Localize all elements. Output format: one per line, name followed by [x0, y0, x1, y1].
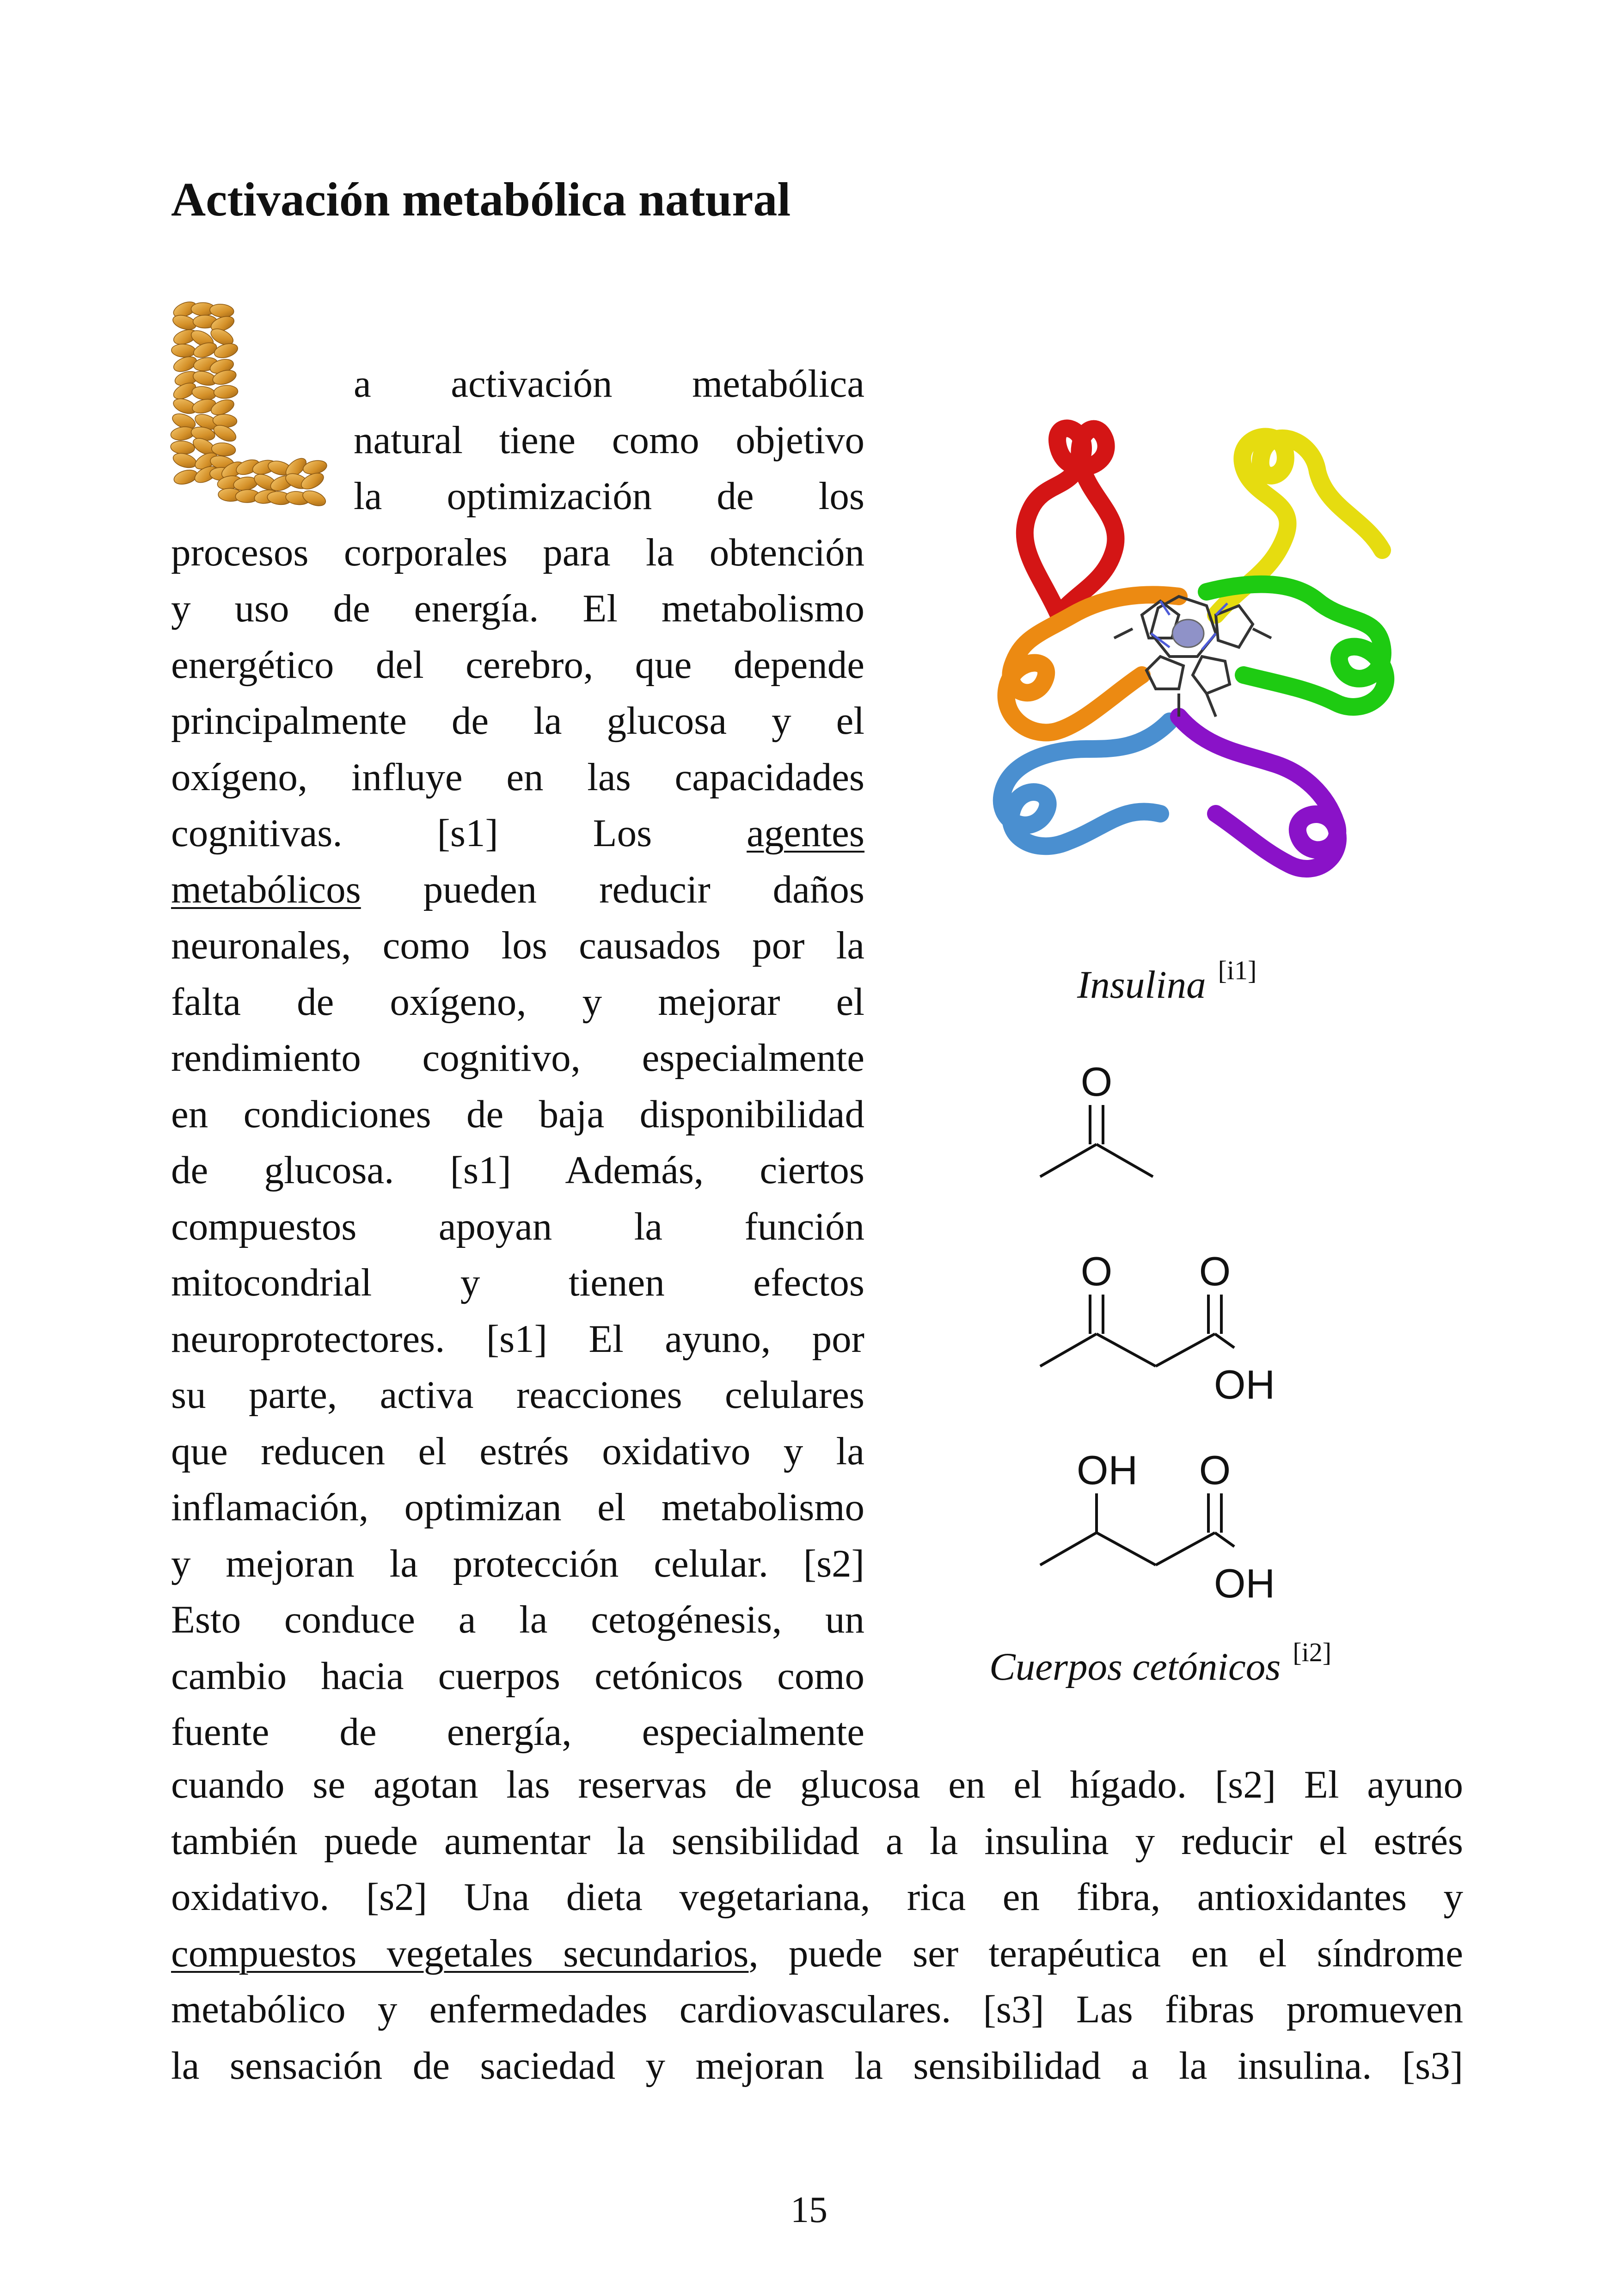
grain [209, 303, 234, 319]
text-line: su parte, activa reacciones celulares [171, 1373, 864, 1417]
acetone-structure [1031, 1059, 1183, 1188]
insulin-caption-text: Insulina [1077, 963, 1206, 1007]
text-line: compuestos vegetales secundarios, puede ser terapéutica en el síndrome [171, 1931, 1463, 1975]
text-line: oxígeno, influye en las capacidades [171, 755, 864, 799]
atom-oh: OH [1214, 1560, 1275, 1606]
atom-o: O [1199, 1447, 1231, 1493]
text-line: inflamación, optimizan el metabolismo [171, 1486, 864, 1529]
text-line: cuando se agotan las reservas de glucosa en el hígado. [s2] El ayuno [171, 1763, 1463, 1806]
page-number: 15 [791, 2190, 827, 2230]
text-line: la sensación de saciedad y mejoran la sensibilidad a la insulina. [s3] [171, 2044, 1463, 2087]
insulin-structure-image [920, 398, 1447, 897]
text-line: oxidativo. [s2] Una dieta vegetariana, rica en fibra, antioxidantes y [171, 1875, 1463, 1919]
beta-hydroxybutyric-acid-structure [1031, 1447, 1331, 1609]
acetoacetic-acid-structure [1031, 1248, 1331, 1410]
text-line: neuronales, como los causados por la [171, 924, 864, 967]
text-line: también puede aumentar la sensibilidad a la insulina y reducir el estrés [171, 1819, 1463, 1863]
text-line: energético del cerebro, que depende [171, 643, 864, 687]
text-line: y mejoran la protección celular. [s2] [171, 1541, 864, 1585]
body-text-column [171, 356, 864, 1761]
text-line: rendimiento cognitivo, especialmente [171, 1036, 864, 1080]
text-line: cambio hacia cuerpos cetónicos como [171, 1654, 864, 1698]
atom-oh: OH [1214, 1362, 1275, 1407]
text-line: en condiciones de baja disponibilidad [171, 1092, 864, 1136]
text-line: metabólicos pueden reducir daños [171, 867, 864, 911]
text-line: y uso de energía. El metabolismo [171, 587, 864, 630]
text-line: metabólico y enfermedades cardiovasculares. [s3] Las fibras promueven [171, 1988, 1463, 2031]
underlined-term: agentes [747, 811, 864, 855]
page-title: Activación metabólica natural [171, 173, 791, 226]
text-line: falta de oxígeno, y mejorar el [171, 980, 864, 1024]
text-line: neuroprotectores. [s1] El ayuno, por [171, 1317, 864, 1361]
text-line: natural tiene como objetivo [354, 418, 864, 462]
insulin-caption [1077, 955, 1256, 1007]
atom-o: O [1080, 1059, 1113, 1105]
ketones-caption-text: Cuerpos cetónicos [989, 1645, 1281, 1688]
text-line: principalmente de la glucosa y el [171, 699, 864, 743]
insulin-ref: [i1] [1218, 955, 1257, 985]
text-line: mitocondrial y tienen efectos [171, 1261, 864, 1304]
text-line: compuestos apoyan la función [171, 1204, 864, 1248]
text-line: a activación metabólica [354, 362, 864, 405]
text-line: que reducen el estrés oxidativo y la [171, 1429, 864, 1473]
ketones-caption [989, 1637, 1331, 1689]
atom-o: O [1080, 1248, 1113, 1294]
atom-o: O [1199, 1248, 1231, 1294]
text-line: de glucosa. [s1] Además, ciertos [171, 1148, 864, 1192]
text-line: la optimización de los [354, 474, 864, 518]
text-line: fuente de energía, especialmente [171, 1710, 864, 1754]
atom-oh: OH [1077, 1447, 1138, 1493]
ketones-ref: [i2] [1293, 1637, 1332, 1667]
text-line: Esto conduce a la cetogénesis, un [171, 1598, 864, 1641]
underlined-term: compuestos vegetales secundarios [171, 1931, 749, 1975]
body-text-full [171, 1757, 1463, 2094]
underlined-term: metabólicos [171, 867, 361, 911]
text-line: procesos corporales para la obtención [171, 530, 864, 574]
text-line: cognitivas. [s1] Los agentes [171, 811, 864, 855]
